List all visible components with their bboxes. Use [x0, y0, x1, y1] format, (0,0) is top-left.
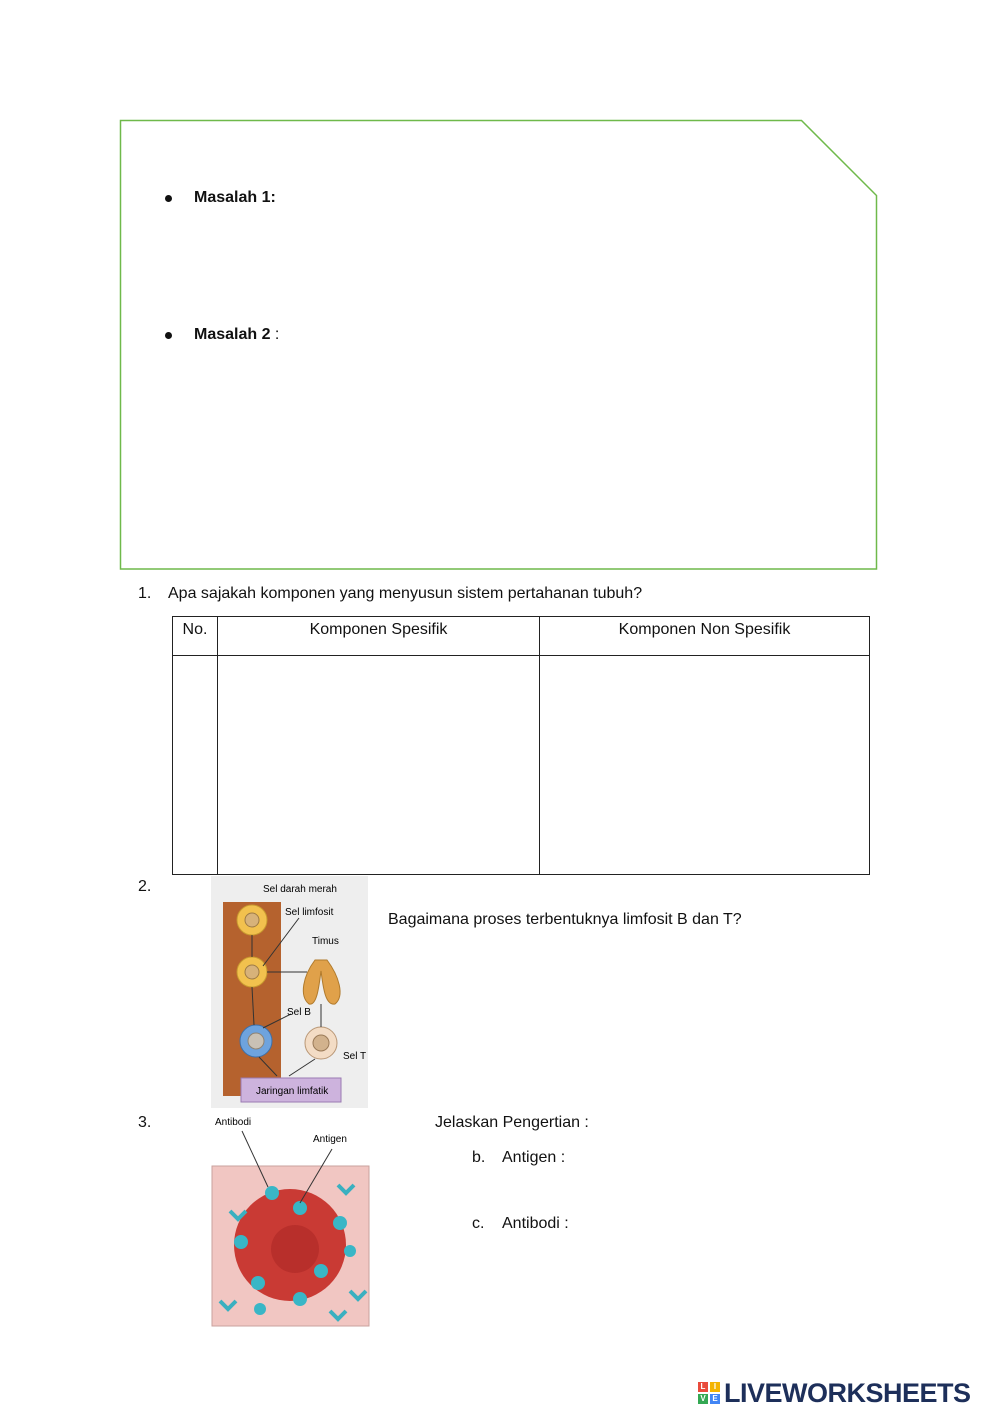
antigen-icon	[234, 1235, 248, 1249]
bullet-icon	[165, 195, 172, 202]
cell-nucleus-icon	[245, 965, 259, 979]
logo-mark-letter: L	[698, 1382, 708, 1392]
q3-item-letter-c: c.	[472, 1215, 485, 1232]
q1-number: 1.	[138, 585, 152, 602]
q3-number: 3.	[138, 1114, 152, 1131]
components-table	[172, 616, 870, 875]
logo-mark-letter: I	[710, 1382, 720, 1392]
antigen-icon	[314, 1264, 328, 1278]
label-jaringan-limfatik: Jaringan limfatik	[256, 1086, 329, 1097]
table-header-row	[173, 617, 870, 656]
antigen-icon	[251, 1276, 265, 1290]
problem-box	[118, 118, 880, 572]
label-antibodi: Antibodi	[215, 1117, 252, 1128]
antigen-icon	[344, 1245, 356, 1257]
bullet-icon	[165, 332, 172, 339]
masalah-2-label	[194, 325, 279, 345]
antigen-antibody-figure	[200, 1111, 372, 1329]
label-sel-limfosit: Sel limfosit	[285, 907, 334, 918]
label-sel-b: Sel B	[287, 1007, 311, 1018]
label-timus: Timus	[312, 936, 339, 947]
antigen-icon	[293, 1201, 307, 1215]
liveworksheets-logo	[698, 1378, 971, 1408]
answer-cell-no[interactable]	[173, 656, 218, 875]
header-no: No.	[173, 617, 218, 656]
q3-heading: Jelaskan Pengertian :	[435, 1114, 589, 1131]
cell-nucleus-icon	[245, 913, 259, 927]
label-antigen: Antigen	[313, 1134, 347, 1145]
masalah-1-label: Masalah 1:	[194, 189, 276, 206]
logo-text: LIVEWORKSHEETS	[724, 1377, 971, 1408]
logo-mark-letter: E	[710, 1394, 720, 1404]
answer-cell-non-spesifik[interactable]	[540, 656, 870, 875]
q3-item-antibodi[interactable]: Antibodi :	[502, 1215, 569, 1232]
q2-number: 2.	[138, 878, 152, 895]
q3-item-antigen[interactable]: Antigen :	[502, 1149, 566, 1166]
antigen-icon	[293, 1292, 307, 1306]
antigen-icon	[265, 1186, 279, 1200]
masalah-2-colon: :	[270, 326, 280, 343]
label-sel-t: Sel T	[343, 1051, 367, 1062]
header-komponen-spesifik: Komponen Spesifik	[218, 617, 540, 656]
q2-question: Bagaimana proses terbentuknya limfosit B dan T?	[388, 911, 742, 928]
q3-item-letter-b: b.	[472, 1149, 486, 1166]
logo-mark-letter: V	[698, 1394, 708, 1404]
cell-nucleus-icon	[248, 1033, 264, 1049]
answer-cell-spesifik[interactable]	[218, 656, 540, 875]
table-row	[173, 656, 870, 875]
header-komponen-non-spesifik: Komponen Non Spesifik	[540, 617, 870, 656]
label-sel-darah-merah: Sel darah merah	[263, 884, 337, 895]
antigen-icon	[333, 1216, 347, 1230]
lymphocyte-formation-figure	[211, 876, 368, 1108]
q1-question: Apa sajakah komponen yang menyusun sistem pertahanan tubuh?	[168, 585, 643, 602]
logo-mark-icon	[698, 1382, 720, 1404]
antigen-icon	[254, 1303, 266, 1315]
masalah-2-title: Masalah 2	[194, 326, 271, 343]
cell-nucleus-icon	[313, 1035, 329, 1051]
